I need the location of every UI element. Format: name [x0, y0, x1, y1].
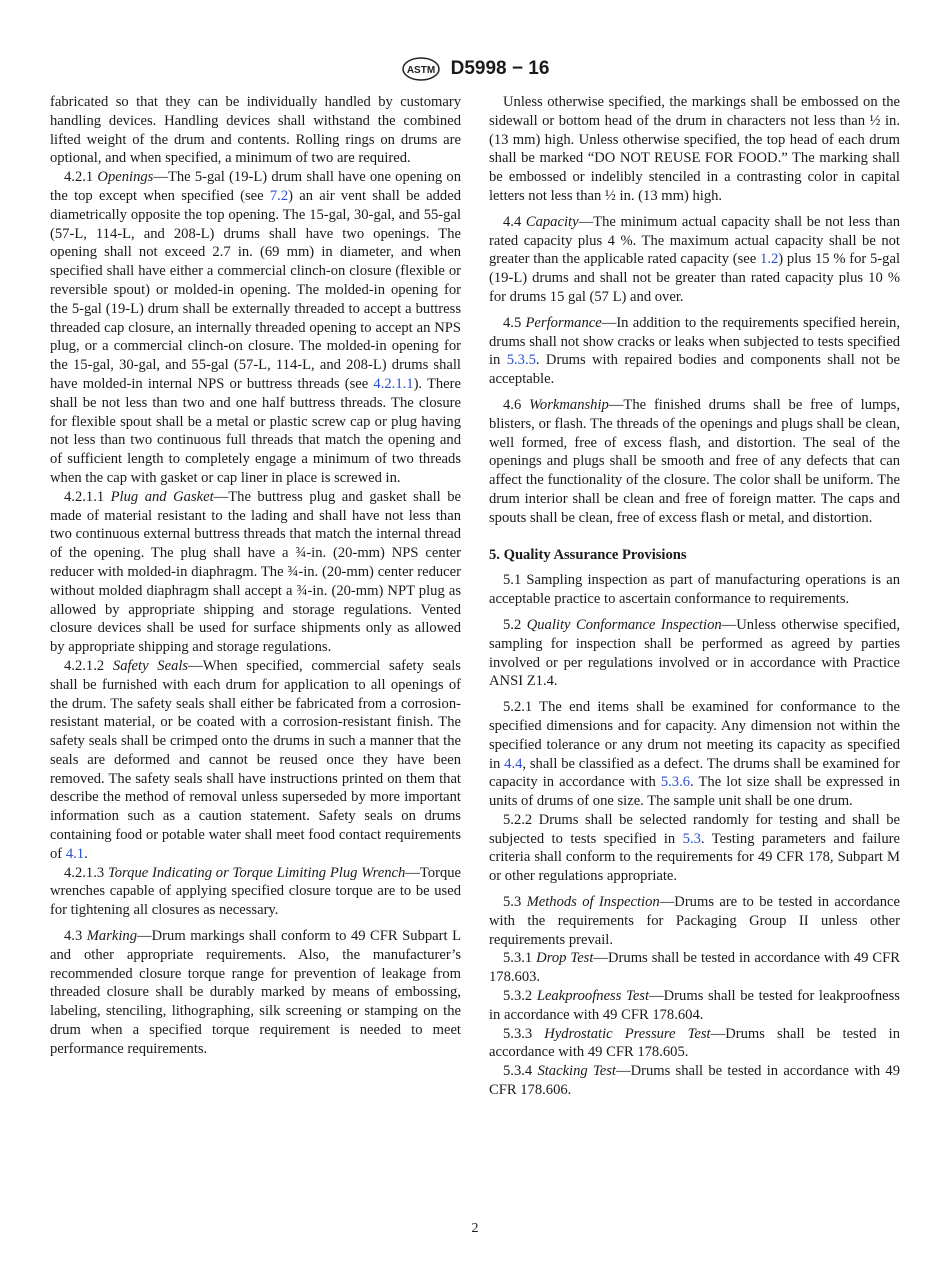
svg-text:ASTM: ASTM: [406, 65, 435, 76]
paragraph-text: . Testing parameters and failure criteria shall conform to the requirements for 49 CFR 178, Subpart M or other regulations appropriate.: [489, 830, 900, 885]
paragraph: [489, 1025, 900, 1063]
paragraph-text: 4.5: [503, 314, 526, 331]
paragraph-text: 5. Quality Assurance Provisions: [489, 546, 687, 563]
cross-reference-link[interactable]: 4.1: [65, 845, 85, 862]
paragraph: [50, 168, 461, 488]
left-column: [50, 93, 461, 1059]
paragraph-text: —Drum markings shall conform to 49 CFR Subpart L and other appropriate requirements. Also, the manufacturer’s recommended closure torque range for prevention of leakage from threaded closure shall be durably marked by means of embossing, labeling, stenciling, lithographing, silk screening or stamping on the drum when a specified torque requirement is needed to meet performance requirements.: [50, 928, 461, 1057]
paragraph: [50, 488, 461, 657]
paragraph-text: . The lot size shall be expressed in units of drums of one size. The sample unit shall be one drum.: [489, 774, 901, 810]
cross-reference-link[interactable]: 1.2: [760, 251, 779, 268]
page-header: [0, 56, 950, 82]
paragraph-text: 4.2.1.3: [64, 864, 108, 881]
paragraph-text: 5.2: [503, 616, 527, 633]
section-title: Plug and Gasket: [110, 488, 214, 505]
paragraph-text: —Drums shall be tested in accordance with 49 CFR 178.605.: [489, 1025, 900, 1061]
section-title: Openings: [97, 169, 154, 186]
paragraph: [50, 864, 461, 920]
section-title: Capacity: [525, 213, 579, 230]
paragraph-text: ) an air vent shall be added diametrically opposite the top opening. The 15-gal, 30-gal, and 55-gal (57-L, 114-L, and 208-L) drums shall have two openings. The opening shall not exceed 2.7 in. (69 mm) in diameter, and when specified shall have either a commercial clinch-on closure (flexible or reversible spout) or molded-in opening. The molded-in opening for the 5-gal (19-L) drum shall be externally threaded to accept a buttress threaded cap closure, an internally threaded opening to accept an NPS plug, or a commercial clinch-on closure. The molded-in opening for the 15-gal, 30-gal, and 55-gal (57-L, 114-L, and 208-L) drums shall have molded-in internal NPS or buttress threads (see: [50, 187, 461, 392]
paragraph: [50, 657, 461, 864]
cross-reference-link[interactable]: 7.2: [269, 187, 289, 204]
paragraph-text: 5.3.1: [503, 950, 537, 967]
paragraph: [489, 213, 900, 307]
paragraph: [489, 987, 900, 1025]
paragraph: [489, 811, 900, 886]
paragraph: [489, 893, 900, 949]
paragraph-text: —Drums shall be tested in accordance with 49 CFR 178.603.: [489, 950, 900, 986]
paragraph: [50, 927, 461, 1059]
paragraph-text: 5.3.3: [503, 1025, 545, 1042]
paragraph-text: —The 5-gal (19-L) drum shall have one opening on the top except when specified (see: [50, 169, 461, 204]
section-title: Stacking Test: [537, 1063, 616, 1080]
paragraph-text: 4.2.1.1: [64, 488, 111, 505]
paragraph-text: Unless otherwise specified, the markings shall be embossed on the sidewall or bottom head of the drum in characters not less than ½ in. (13 mm) high. Unless otherwise specified, the top head of each drum shall be marked “DO NOT REUSE FOR FOOD.” The marking shall be embossed or indelibly stenciled in a contrasting color in capital letters not less than ½ in. (13 mm) high.: [489, 94, 900, 204]
section-title: Torque Indicating or Torque Limiting Plug Wrench: [107, 864, 406, 881]
paragraph-text: 5.3: [503, 894, 527, 911]
paragraph-text: —Drums shall be tested in accordance with 49 CFR 178.606.: [489, 1063, 901, 1099]
paragraph: [489, 314, 900, 389]
paragraph-text: 4.4: [503, 213, 526, 230]
section-heading: [489, 546, 900, 565]
right-column: [489, 93, 900, 1100]
paragraph: [489, 571, 900, 609]
paragraph-text: . Drums with repaired bodies and components shall not be acceptable.: [489, 352, 901, 388]
section-title: Drop Test: [536, 950, 594, 967]
section-title: Marking: [86, 928, 138, 945]
paragraph-text: 4.2.1: [64, 169, 98, 186]
paragraph-text: ). There shall be not less than two and one half buttress threads. The closure for flexible spout shall be a metal or plastic screw cap or plug having not less than two continuous full threads that match the opening and of sufficient length to completely engage a minimum of two threads when the cap with gasket or cap liner in place is screwed in.: [50, 375, 462, 486]
cross-reference-link[interactable]: 5.3.5: [506, 352, 536, 369]
page-number: 2: [471, 1221, 479, 1236]
paragraph: [489, 396, 900, 528]
cross-reference-link[interactable]: 5.3: [682, 830, 701, 847]
paragraph-text: —Drums shall be tested for leakproofness in accordance with 49 CFR 178.604.: [489, 988, 900, 1023]
cross-reference-link[interactable]: 4.2.1.1: [373, 375, 414, 392]
section-title: Workmanship: [529, 396, 609, 413]
section-title: Leakproofness Test: [536, 988, 650, 1005]
paragraph: [489, 93, 900, 206]
section-title: Methods of Inspection: [526, 894, 660, 911]
paragraph: [489, 616, 900, 691]
cross-reference-link[interactable]: 4.4: [504, 755, 523, 772]
astm-logo-icon: [401, 56, 441, 82]
paragraph-text: 4.2.1.2: [64, 657, 113, 674]
document-id: D5998 − 16: [450, 58, 550, 79]
paragraph-text: fabricated so that they can be individually handled by customary handling devices. Handling devices shall withstand the combined lifted weight of the drum and contents. Rolling rings on drums are optional, and when specified, a minimum of two are required.: [50, 94, 461, 167]
paragraph-text: —In addition to the requirements specified herein, drums shall not show cracks or leaks when subjected to tests specified in: [489, 314, 901, 369]
section-title: Hydrostatic Pressure Test: [544, 1025, 711, 1042]
paragraph-text: .: [84, 845, 88, 862]
paragraph-text: 4.3: [64, 928, 87, 945]
paragraph-text: 5.3.2: [503, 988, 537, 1005]
paragraph-text: 5.2.2 Drums shall be selected randomly for testing and shall be subjected to tests specified in: [489, 811, 900, 847]
section-title: Quality Conformance Inspection: [526, 616, 722, 633]
paragraph-text: —Torque wrenches capable of applying specified closure torque are to be used for tightening all closures as necessary.: [50, 864, 462, 919]
paragraph: [489, 949, 900, 987]
paragraph-text: 4.6: [503, 396, 530, 413]
paragraph-text: —The finished drums shall be free of lumps, blisters, or flash. The threads of the openings and plugs shall be clean, well formed, free of excess flash, and distortion. The seal of the openings and plugs shall be smooth and free of any defects that can affect the functionality of the closure. The color shall be uniform. The drum interior shall be clean and free of foreign matter. The caps and spouts shall be clean, free of excess flash or metal, and distortion.: [489, 396, 900, 526]
cross-reference-link[interactable]: 5.3.6: [660, 774, 691, 791]
paragraph-text: —Unless otherwise specified, sampling for inspection shall be performed as agreed by parties involved or per regulations involved or in accordance with Practice ANSI Z1.4.: [489, 616, 900, 690]
paragraph-text: , shall be classified as a defect. The drums shall be examined for capacity in accordance with: [489, 755, 901, 791]
paragraph-text: 5.2.1 The end items shall be examined for conformance to the specified dimensions and for capacity. Any dimension not within the specified tolerance or any drum not meeting its capacity as specified in: [489, 699, 900, 772]
paragraph: [50, 93, 461, 168]
paragraph-text: —Drums are to be tested in accordance with the requirements for Packaging Group II unless other requirements prevail.: [489, 894, 901, 948]
paragraph: [489, 1062, 900, 1100]
paragraph-text: —When specified, commercial safety seals shall be furnished with each drum for application to all openings of the drum. The safety seals shall either be fabricated from a corrosion-resistant material, or be coated with a corrosion-resistant finish. The safety seals shall be crimped onto the drums in such a manner that the seals are deformed and cannot be reused once they have been removed. The safety seals shall have instructions printed on them that describe the method of removal unless superseded by more important information such as a caution statement. Safety seals on drums containing food or potable water shall meet food contact requirements of: [50, 657, 461, 862]
paragraph: [489, 698, 900, 811]
paragraph-text: —The minimum actual capacity shall be not less than rated capacity plus 4 %. The maximum actual capacity shall be not greater than the applicable rated capacity (see: [489, 213, 900, 268]
section-title: Safety Seals: [112, 657, 189, 674]
paragraph-text: ) plus 15 % for 5-gal (19-L) drums and shall not be greater than rated capacity plus 10 % for drums 15 gal (57 L) and over.: [489, 251, 901, 305]
section-title: Performance: [525, 314, 602, 331]
paragraph-text: —The buttress plug and gasket shall be made of material resistant to the lading and shall have not less than two continuous external buttress threads that match the internal thread of the opening. The plug shall have a ¾-in. (20-mm) NPS center reducer with molded-in diaphragm. The ¾-in. (20-mm) center reducer without molded diaphragm shall accept a ¾-in. (20-mm) NPT plug as allowed by appropriate shipping and storage regulations. Vented closure devices shall be used for surface shipments only as allowed by appropriate shipping and storage regulations.: [50, 488, 461, 656]
paragraph-text: 5.3.4: [503, 1063, 538, 1080]
paragraph-text: 5.1 Sampling inspection as part of manufacturing operations is an acceptable practice to ascertain conformance to requirements.: [489, 572, 900, 608]
